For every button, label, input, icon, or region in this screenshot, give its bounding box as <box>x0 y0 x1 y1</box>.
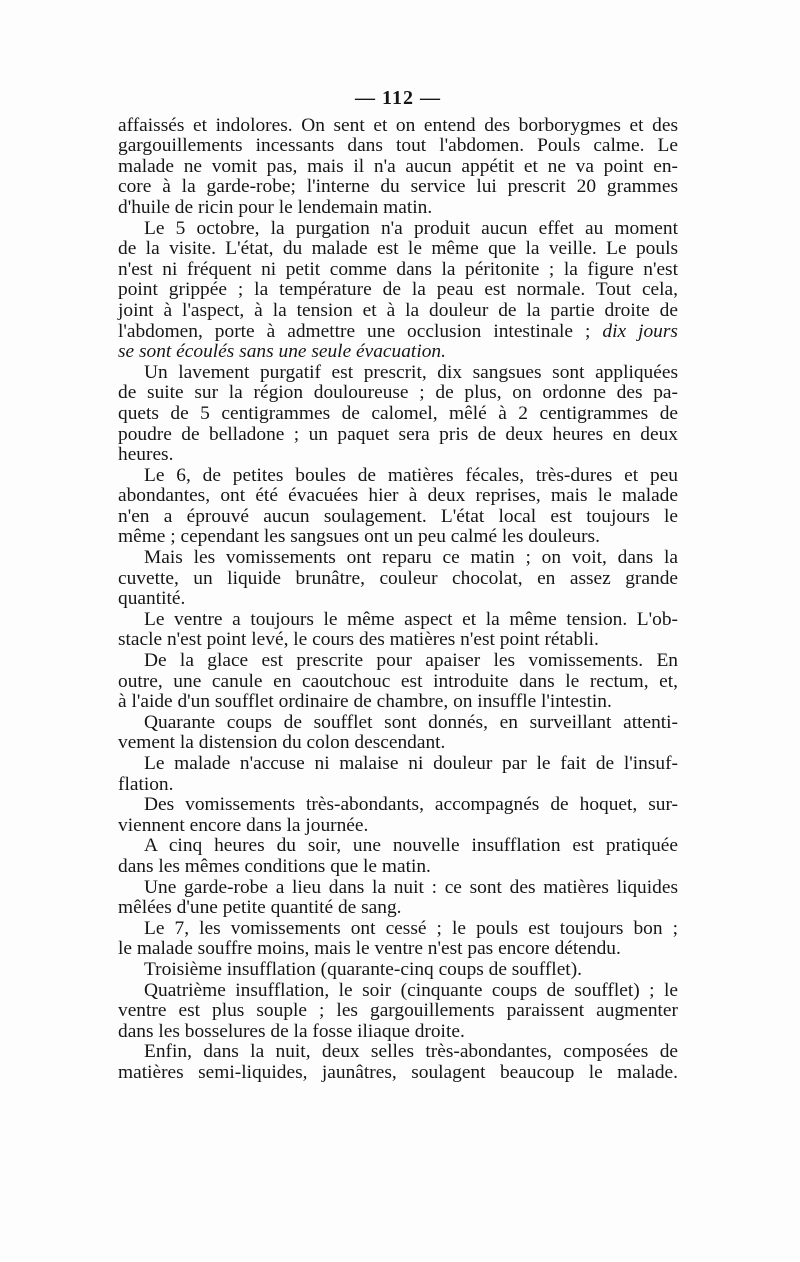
text-line: flation. <box>118 773 174 795</box>
text-line: De la glace est prescrite pour apaiser les vomissements. En <box>144 650 678 672</box>
text-line: le malade souffre moins, mais le ventre n'est pas encore détendu. <box>118 938 621 960</box>
text-line: affaissés et indolores. On sent et on entend des borborygmes et des <box>118 114 678 136</box>
text-line: de suite sur la région douloureuse ; de plus, on ordonne des pa- <box>118 382 678 404</box>
text-line: ventre est plus souple ; les gargouillements paraissent augmenter <box>118 1000 678 1022</box>
text-line: l'abdomen, porte à admettre une occlusion intestinale ; dix jours <box>118 320 678 342</box>
text-line: quets de 5 centigrammes de calomel, mêlé à 2 centigrammes de <box>118 402 678 424</box>
body-text <box>118 116 678 1084</box>
text-line: viennent encore dans la journée. <box>118 814 369 836</box>
text-line: malade ne vomit pas, mais il n'a aucun appétit et ne va point en- <box>118 155 678 177</box>
italic-text: dix jours <box>602 320 678 342</box>
text-line: d'huile de ricin pour le lendemain matin. <box>118 196 433 218</box>
text-line: joint à l'aspect, à la tension et à la douleur de la partie droite de <box>118 299 678 321</box>
text-line: Mais les vomissements ont reparu ce matin ; on voit, dans la <box>144 547 678 569</box>
text-line: Quarante coups de soufflet sont donnés, en surveillant attenti- <box>144 711 678 733</box>
text-line: à l'aide d'un soufflet ordinaire de chambre, on insuffle l'intestin. <box>118 691 612 713</box>
text-line: Le 6, de petites boules de matières fécales, très-dures et peu <box>144 464 678 486</box>
italic-text: se sont écoulés sans une seule évacuation. <box>118 341 446 363</box>
text-line: point grippée ; la température de la peau est normale. Tout cela, <box>118 279 678 301</box>
text-line: Le ventre a toujours le même aspect et la même tension. L'ob- <box>144 608 678 630</box>
text-line: quantité. <box>118 588 186 610</box>
text-line: stacle n'est point levé, le cours des matières n'est point rétabli. <box>118 629 599 651</box>
text-line: même ; cependant les sangsues ont un peu calmé les douleurs. <box>118 526 600 548</box>
text-line: outre, une canule en caoutchouc est introduite dans le rectum, et, <box>118 670 678 692</box>
text-line: Des vomissements très-abondants, accompagnés de hoquet, sur- <box>144 794 678 816</box>
text-line: A cinq heures du soir, une nouvelle insufflation est pratiquée <box>144 835 678 857</box>
text-line: heures. <box>118 444 174 466</box>
text-line: gargouillements incessants dans tout l'abdomen. Pouls calme. Le <box>118 135 678 157</box>
page-text <box>118 88 678 1084</box>
text-line: Quatrième insufflation, le soir (cinquante coups de soufflet) ; le <box>144 979 678 1001</box>
text-line: Le malade n'accuse ni malaise ni douleur par le fait de l'insuf- <box>144 753 678 774</box>
text-line: dans les mêmes conditions que le matin. <box>118 855 431 877</box>
text-line: poudre de belladone ; un paquet sera pris de deux heures en deux <box>118 423 678 445</box>
text-line: core à la garde-robe; l'interne du service lui prescrit 20 grammes <box>118 176 678 198</box>
text-line: Un lavement purgatif est prescrit, dix sangsues sont appliquées <box>144 361 678 383</box>
text-line: Troisième insufflation (quarante-cinq coups de soufflet). <box>144 958 582 980</box>
page-number: — 112 — <box>355 87 441 109</box>
text-line: abondantes, ont été évacuées hier à deux reprises, mais le malade <box>118 485 678 507</box>
text-line: de la visite. L'état, du malade est le même que la veille. Le pouls <box>118 238 678 260</box>
text-line: vement la distension du colon descendant. <box>118 732 446 754</box>
text-line: n'est ni fréquent ni petit comme dans la péritonite ; la figure n'est <box>118 258 678 280</box>
text-line: Le 5 octobre, la purgation n'a produit aucun effet au moment <box>144 217 678 239</box>
text-line <box>118 342 678 363</box>
text-line: mêlées d'une petite quantité de sang. <box>118 897 402 919</box>
text-line: cuvette, un liquide brunâtre, couleur chocolat, en assez grande <box>118 567 678 589</box>
text-line: dans les bosselures de la fosse iliaque droite. <box>118 1020 465 1042</box>
text-line: matières semi-liquides, jaunâtres, soulagent beaucoup le malade. <box>118 1061 678 1083</box>
text-line: Une garde-robe a lieu dans la nuit : ce sont des matières liquides <box>144 876 678 898</box>
text-line: n'en a éprouvé aucun soulagement. L'état local est toujours le <box>118 505 678 527</box>
text-line: Enfin, dans la nuit, deux selles très-abondantes, composées de <box>144 1041 678 1063</box>
text-line: Le 7, les vomissements ont cessé ; le pouls est toujours bon ; <box>144 917 678 939</box>
